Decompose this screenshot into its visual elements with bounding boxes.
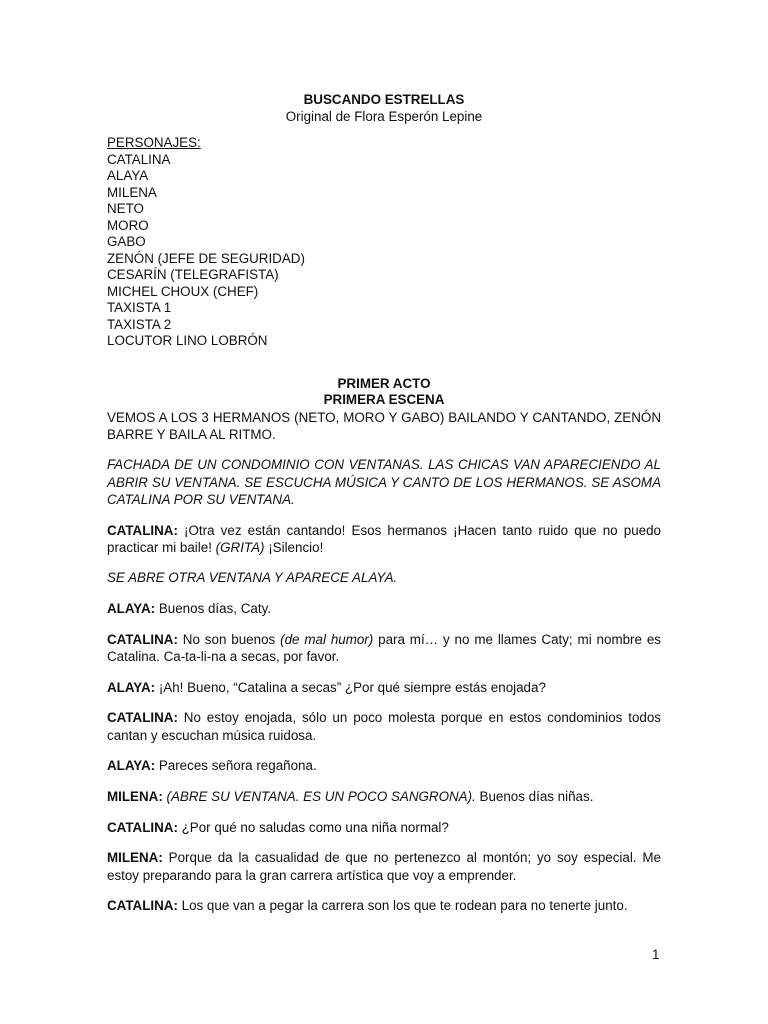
speaker-name: CATALINA: xyxy=(107,522,178,538)
document-page xyxy=(107,92,661,915)
stage-direction: FACHADA DE UN CONDOMINIO CON VENTANAS. LAS CHICAS VAN APARECIENDO AL ABRIR SU VENTANA. SE ESCUCHA MÚSICA Y CANTO DE LOS HERMANOS. SE ASOMA CATALINA POR SU VENTANA. xyxy=(107,457,661,507)
speaker-name: CATALINA: xyxy=(107,898,178,914)
speaker-name: CATALINA: xyxy=(107,631,178,647)
cast-member: LOCUTOR LINO LOBRÓN xyxy=(107,333,268,348)
page-number: 1 xyxy=(652,947,660,962)
stage-direction: VEMOS A LOS 3 HERMANOS (NETO, MORO Y GABO) BAILANDO Y CANTANDO, ZENÓN BARRE Y BAILA AL RITMO. xyxy=(107,409,661,442)
dialogue-text: Pareces señora regañona. xyxy=(155,758,317,774)
cast-member: NETO xyxy=(107,201,144,216)
dialogue-line xyxy=(107,522,661,556)
cast-member: MICHEL CHOUX (CHEF) xyxy=(107,283,259,299)
dialogue-line xyxy=(107,709,661,743)
cast-member: ALAYA xyxy=(107,168,149,183)
speaker-name: MILENA: xyxy=(107,789,163,805)
act-title: PRIMER ACTO xyxy=(337,375,431,391)
stage-direction: SE ABRE OTRA VENTANA Y APARECE ALAYA. xyxy=(107,570,398,586)
dialogue-line xyxy=(107,757,661,774)
dialogue-line xyxy=(107,600,661,617)
dialogue-text: ¿Por qué no saludas como una niña normal? xyxy=(177,819,449,835)
dialogue-text: No son buenos xyxy=(177,631,281,647)
dialogue-text: Porque da la casualidad de que no pertenezco al montón; yo soy especial. Me estoy preparando para la gran carrera artística que voy a emprender. xyxy=(107,850,661,883)
speaker-name: CATALINA: xyxy=(107,819,178,835)
cast-list xyxy=(107,135,661,350)
dialogue-text: ¡Ah! Bueno, “Catalina a secas” ¿Por qué siempre estás enojada? xyxy=(155,679,546,695)
speaker-name: ALAYA: xyxy=(107,679,156,695)
dialogue-line xyxy=(107,788,661,805)
dialogue-text: Buenos días, Caty. xyxy=(155,601,271,617)
cast-member: TAXISTA 2 xyxy=(107,316,172,332)
dialogue-line xyxy=(107,679,661,696)
dialogue-text: para mí… y no me llames Caty; mi nombre es Catalina. Ca-ta-li-na a secas, por favor. xyxy=(107,631,661,665)
speaker-name: CATALINA: xyxy=(107,710,178,726)
parenthetical: (ABRE SU VENTANA. ES UN POCO SANGRONA). xyxy=(162,789,476,805)
document-subtitle: Original de Flora Esperón Lepine xyxy=(285,108,483,124)
dialogue-line xyxy=(107,897,661,914)
speaker-name: MILENA: xyxy=(107,850,163,866)
cast-member: MORO xyxy=(107,217,149,233)
cast-member: ZENÓN (JEFE DE SEGURIDAD) xyxy=(107,250,305,266)
dialogue-text: No estoy enojada, sólo un poco molesta porque en estos condominios todos cantan y escuchan música ruidosa. xyxy=(107,710,661,743)
speaker-name: ALAYA: xyxy=(107,758,156,774)
cast-member: CATALINA xyxy=(107,151,171,167)
cast-heading: PERSONAJES: xyxy=(107,135,201,150)
speaker-name: ALAYA: xyxy=(107,601,156,617)
dialogue-text: Buenos días niñas. xyxy=(475,789,594,805)
dialogue-text: Los que van a pegar la carrera son los que te rodean para no tenerte junto. xyxy=(177,898,628,914)
cast-member: MILENA xyxy=(107,184,157,200)
parenthetical: (GRITA) xyxy=(215,539,265,555)
cast-member: GABO xyxy=(107,234,146,249)
dialogue-line xyxy=(107,819,661,836)
parenthetical: (de mal humor) xyxy=(280,631,374,647)
act-heading xyxy=(107,376,661,409)
dialogue-line xyxy=(107,631,661,665)
cast-member: CESARÍN (TELEGRAFISTA) xyxy=(107,267,279,282)
document-title: BUSCANDO ESTRELLAS xyxy=(303,92,465,107)
dialogue-line xyxy=(107,849,661,883)
dialogue-text: ¡Silencio! xyxy=(264,539,324,555)
cast-member: TAXISTA 1 xyxy=(107,300,172,315)
scene-title: PRIMERA ESCENA xyxy=(323,392,445,407)
dialogue-text: ¡Otra vez están cantando! Esos hermanos ¡Hacen tanto ruido que no puedo practicar mi baile! xyxy=(107,522,661,555)
